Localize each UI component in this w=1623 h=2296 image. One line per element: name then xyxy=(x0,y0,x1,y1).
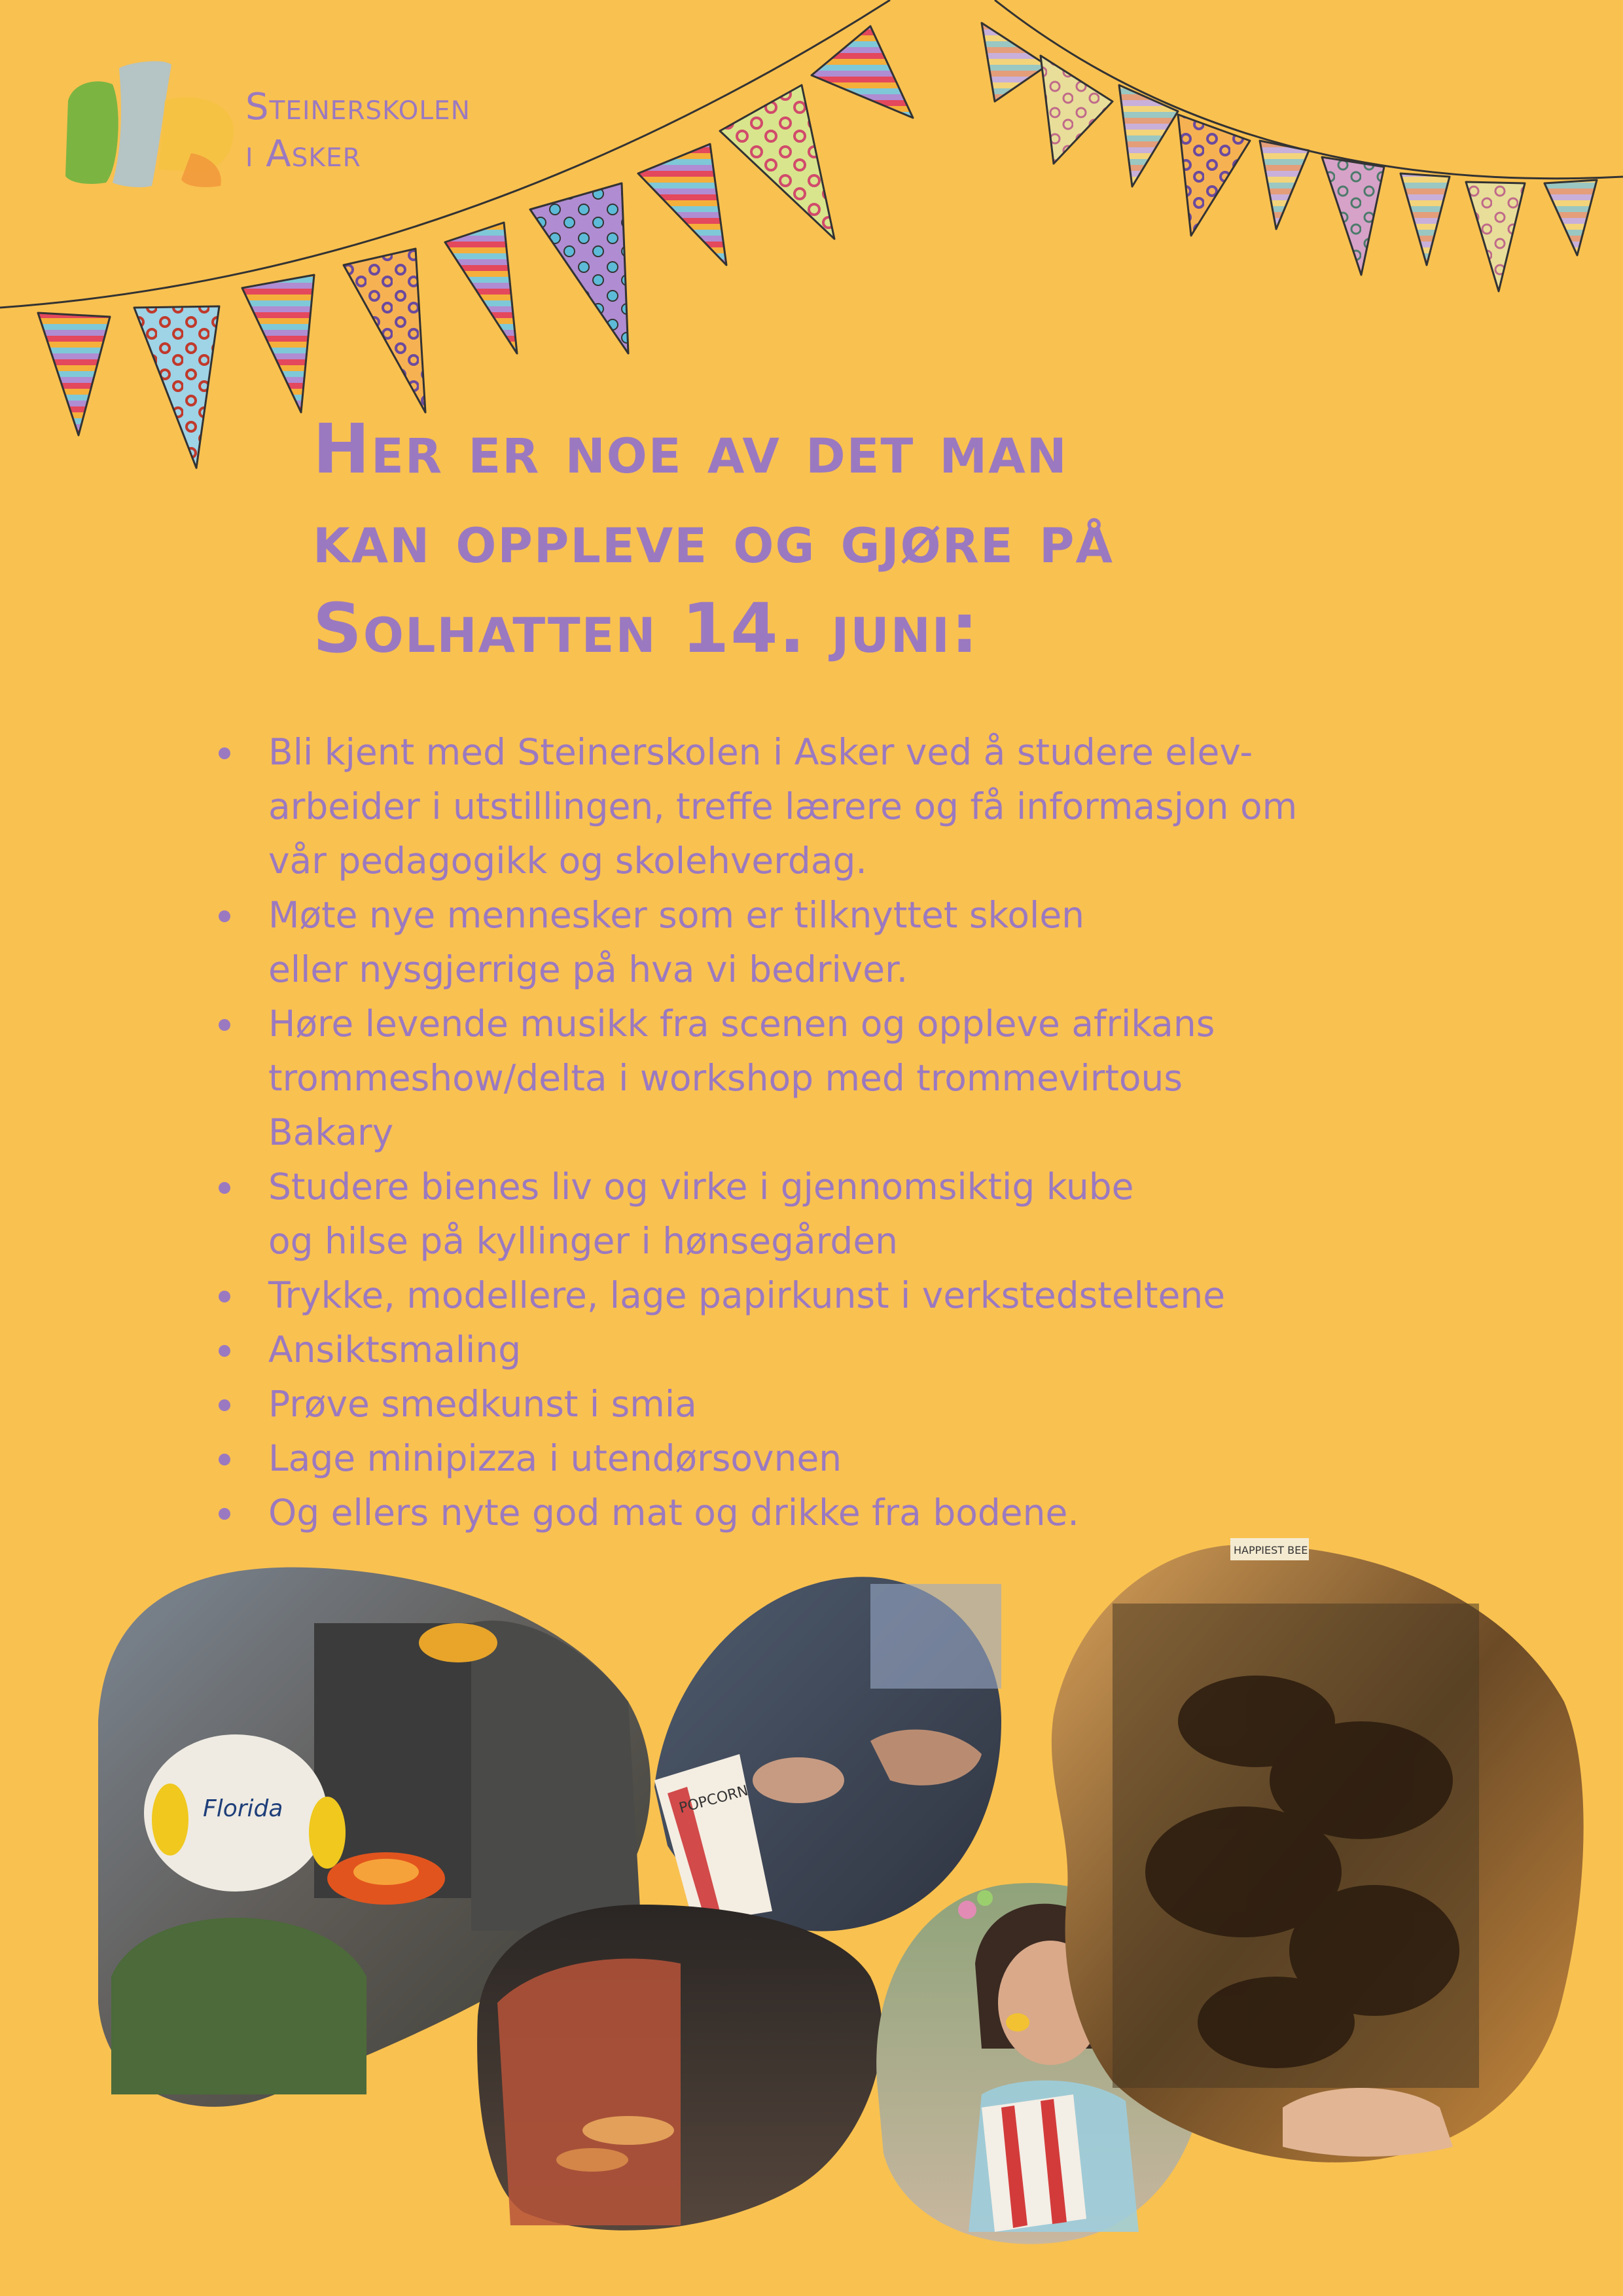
bullet-icon xyxy=(219,1182,230,1194)
list-item-line: Studere bienes liv og virke i gjennomsiktig kube xyxy=(268,1166,1134,1208)
list-item xyxy=(209,1377,1453,1431)
school-logo-icon xyxy=(60,55,243,192)
list-item-line: Og ellers nyte god mat og drikke fra bodene. xyxy=(268,1492,1079,1534)
list-item-line: trommeshow/delta i workshop med trommevirtous xyxy=(268,1057,1183,1099)
list-item-line: og hilse på kyllinger i hønsegården xyxy=(268,1220,899,1262)
title-line: kan oppleve og gjøre på xyxy=(313,499,1114,579)
pennant xyxy=(1260,141,1309,229)
list-item xyxy=(209,888,1453,997)
pennant xyxy=(1400,173,1450,265)
bullet-icon xyxy=(219,747,230,759)
pennant xyxy=(445,223,517,353)
hive-label: HAPPIEST BEE xyxy=(1234,1544,1308,1556)
box-label: POPCORN xyxy=(677,1782,751,1817)
list-item-line: eller nysgjerrige på hva vi bedriver. xyxy=(268,948,908,990)
school-logo[interactable] xyxy=(60,55,558,192)
pennant xyxy=(720,85,834,239)
title-line: Solhatten 14. juni: xyxy=(313,588,980,668)
list-item-line: Prøve smedkunst i smia xyxy=(268,1383,697,1425)
activity-list xyxy=(209,725,1453,1540)
pennant xyxy=(1119,85,1178,187)
list-item xyxy=(209,1160,1453,1268)
list-item xyxy=(209,1323,1453,1377)
pizza-oven-photo xyxy=(477,1905,882,2231)
pennant xyxy=(1178,115,1250,236)
pennant xyxy=(982,23,1047,101)
beehive-photo xyxy=(1052,1538,1584,2162)
bullet-icon xyxy=(219,1019,230,1031)
list-item xyxy=(209,725,1453,888)
pennant xyxy=(134,306,219,468)
pennant xyxy=(1466,182,1525,291)
cap-label: Florida xyxy=(203,1795,283,1822)
list-item xyxy=(209,1268,1453,1323)
list-item-line: arbeider i utstillingen, treffe lærere og få informasjon om xyxy=(268,785,1298,827)
list-item-line: vår pedagogikk og skolehverdag. xyxy=(268,840,867,882)
list-item-line: Høre levende musikk fra scenen og oppleve afrikans xyxy=(268,1003,1215,1045)
pennant xyxy=(344,249,425,412)
list-item xyxy=(209,1431,1453,1486)
list-item-line: Møte nye mennesker som er tilknyttet skolen xyxy=(268,894,1085,936)
list-item xyxy=(209,997,1453,1160)
title-line: Her er noe av det man xyxy=(313,409,1068,489)
pennant xyxy=(1544,180,1597,255)
bullet-icon xyxy=(219,1291,230,1302)
pennant xyxy=(38,313,110,435)
bullet-icon xyxy=(219,910,230,922)
list-item-line: Bli kjent med Steinerskolen i Asker ved å studere elev- xyxy=(268,731,1253,773)
pennant xyxy=(1322,157,1384,275)
pennant xyxy=(242,275,314,412)
pennant xyxy=(638,144,726,265)
bullet-icon xyxy=(219,1454,230,1465)
list-item-line: Ansiktsmaling xyxy=(268,1329,522,1371)
photo-collage xyxy=(0,1505,1623,2251)
pennant xyxy=(530,183,628,353)
bullet-icon xyxy=(219,1399,230,1411)
list-item-line: Bakary xyxy=(268,1111,394,1153)
crafts-photo xyxy=(654,1577,1001,1931)
logo-name-line2: i Asker xyxy=(245,133,361,175)
bullet-icon xyxy=(219,1345,230,1357)
list-item-line: Trykke, modellere, lage papirkunst i verkstedsteltene xyxy=(268,1274,1226,1316)
list-item-line: Lage minipizza i utendørsovnen xyxy=(268,1437,842,1479)
logo-name-line1: Steinerskolen xyxy=(245,86,471,128)
page-title xyxy=(313,404,1425,673)
